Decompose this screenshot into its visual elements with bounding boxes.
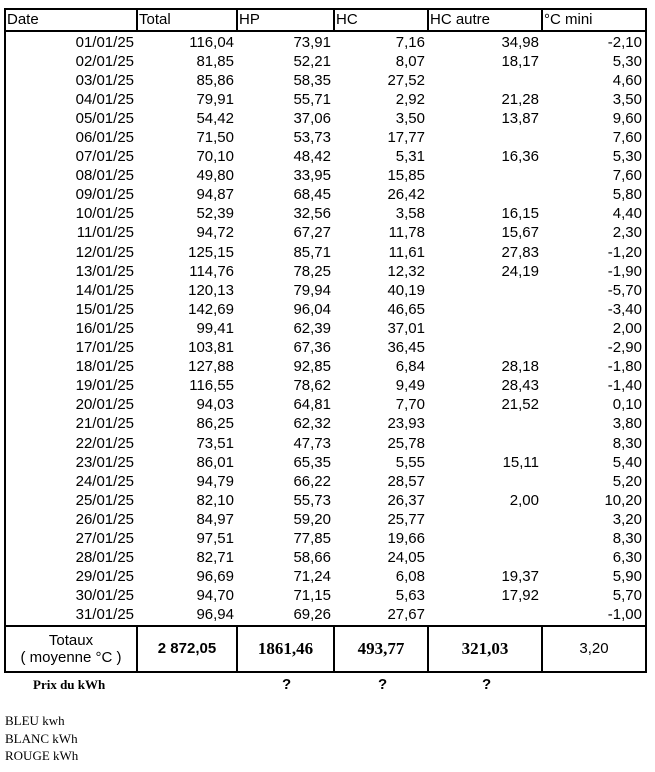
cell-hc[interactable]: 19,66 (387, 529, 425, 547)
price-hc-autre[interactable]: ? (482, 676, 492, 693)
cell-hc[interactable]: 8,07 (395, 52, 425, 70)
cell-temp-min[interactable]: 8,30 (542, 529, 646, 548)
header-hc-autre[interactable]: HC autre (428, 9, 542, 31)
cell-hc[interactable]: 28,57 (387, 472, 425, 490)
cell-hc[interactable]: 46,65 (387, 300, 425, 318)
cell-temp-min[interactable]: -1,40 (542, 377, 646, 396)
price-hc[interactable]: ? (378, 676, 388, 693)
cell-total[interactable]: 116,04 (189, 33, 234, 51)
cell-temp-min[interactable]: -2,10 (542, 31, 646, 52)
table-row (5, 224, 646, 243)
table-row (5, 358, 646, 377)
cell-total[interactable]: 52,39 (196, 205, 234, 223)
cell-total[interactable]: 120,13 (188, 281, 234, 299)
header-hp[interactable]: HP (237, 9, 334, 31)
cell-date[interactable]: 10/01/25 (5, 205, 137, 224)
cell-temp-min[interactable]: 5,30 (542, 52, 646, 71)
table-row (5, 167, 646, 186)
cell-temp-min[interactable]: -5,70 (542, 281, 646, 300)
cell-date[interactable]: 17/01/25 (5, 339, 137, 358)
cell-total[interactable]: 71,50 (196, 129, 234, 147)
cell-hp[interactable]: 78,25 (293, 262, 331, 280)
cell-hc[interactable]: 11,78 (388, 224, 425, 242)
cell-hp[interactable]: 69,26 (293, 606, 331, 624)
cell-date[interactable]: 08/01/25 (5, 167, 137, 186)
cell-hc[interactable]: 6,84 (395, 358, 425, 376)
cell-hp[interactable]: 48,42 (293, 148, 331, 166)
totals-temp-avg[interactable]: 3,20 (542, 626, 646, 672)
table-row (5, 319, 646, 338)
table-row (5, 128, 646, 147)
cell-total[interactable]: 94,03 (196, 396, 234, 414)
totals-sublabel: ( moyenne °C ) (20, 648, 122, 666)
cell-hc-autre[interactable] (428, 128, 542, 147)
totals-hp[interactable]: 1861,46 (237, 626, 334, 672)
cell-hc[interactable]: 36,45 (387, 339, 425, 357)
cell-hc[interactable]: 5,55 (395, 453, 425, 471)
cell-hc[interactable]: 11,61 (388, 243, 425, 261)
cell-hc-autre[interactable] (428, 281, 542, 300)
cell-date[interactable]: 23/01/25 (5, 453, 137, 472)
cell-hc-autre[interactable] (428, 415, 542, 434)
cell-date[interactable]: 19/01/25 (5, 377, 137, 396)
cell-hc[interactable]: 26,42 (387, 186, 425, 204)
cell-temp-min[interactable]: -1,80 (542, 358, 646, 377)
cell-total[interactable]: 97,51 (196, 529, 234, 547)
table-row (5, 339, 646, 358)
cell-temp-min[interactable]: 5,70 (542, 587, 646, 606)
cell-hc-autre[interactable]: 2,00 (509, 491, 539, 509)
cell-temp-min[interactable]: -1,90 (542, 262, 646, 281)
cell-date[interactable]: 14/01/25 (5, 281, 137, 300)
cell-total[interactable]: 49,80 (196, 167, 234, 185)
cell-hc[interactable]: 24,05 (387, 549, 425, 567)
table-row (5, 31, 646, 52)
cell-hc-autre[interactable]: 34,98 (501, 33, 539, 51)
cell-total[interactable]: 73,51 (196, 434, 234, 452)
cell-hc[interactable]: 12,32 (387, 262, 425, 280)
cell-temp-min[interactable]: 4,40 (542, 205, 646, 224)
price-label: Prix du kWh (33, 677, 106, 692)
table-row (5, 109, 646, 128)
cell-hc[interactable]: 3,58 (395, 205, 425, 223)
cell-hc[interactable]: 6,08 (395, 568, 425, 586)
table-row (5, 262, 646, 281)
cell-hp[interactable]: 96,04 (293, 300, 331, 318)
table-row (5, 472, 646, 491)
cell-temp-min[interactable]: -2,90 (542, 339, 646, 358)
cell-hp[interactable]: 78,62 (293, 377, 331, 395)
cell-hc[interactable]: 25,77 (387, 510, 425, 528)
cell-date[interactable]: 02/01/25 (5, 52, 137, 71)
cell-total[interactable]: 86,25 (196, 415, 234, 433)
tariff-list (5, 712, 78, 765)
cell-temp-min[interactable]: 3,20 (542, 510, 646, 529)
cell-hc-autre[interactable] (428, 472, 542, 491)
cell-hc-autre[interactable] (428, 300, 542, 319)
cell-date[interactable]: 24/01/25 (5, 472, 137, 491)
cell-total[interactable]: 94,87 (196, 186, 234, 204)
consumption-table (4, 8, 647, 673)
cell-hc-autre[interactable]: 21,52 (501, 396, 539, 414)
cell-hp[interactable]: 92,85 (293, 358, 331, 376)
table-row (5, 90, 646, 109)
cell-date[interactable]: 13/01/25 (5, 262, 137, 281)
table-row (5, 377, 646, 396)
cell-temp-min[interactable]: 5,80 (542, 186, 646, 205)
cell-date[interactable]: 25/01/25 (5, 491, 137, 510)
cell-hp[interactable]: 79,94 (293, 281, 331, 299)
cell-total[interactable]: 85,86 (196, 71, 234, 89)
cell-temp-min[interactable]: -3,40 (542, 300, 646, 319)
table-row (5, 587, 646, 606)
cell-hp[interactable]: 85,71 (293, 243, 331, 261)
cell-hc-autre[interactable]: 15,11 (502, 453, 539, 471)
table-row (5, 434, 646, 453)
tariff-bleu[interactable]: BLEU kwh (5, 713, 65, 728)
cell-hc-autre[interactable]: 17,92 (501, 587, 539, 605)
cell-hp[interactable]: 64,81 (293, 396, 331, 414)
cell-date[interactable]: 11/01/25 (5, 224, 137, 243)
cell-hc[interactable]: 40,19 (387, 281, 425, 299)
cell-temp-min[interactable]: -1,00 (542, 606, 646, 626)
cell-hc[interactable]: 15,85 (387, 167, 425, 185)
price-row (0, 676, 655, 696)
table-row (5, 415, 646, 434)
cell-total[interactable]: 54,42 (196, 109, 234, 127)
cell-total[interactable]: 82,10 (196, 491, 234, 509)
cell-date[interactable]: 06/01/25 (5, 128, 137, 147)
cell-total[interactable]: 125,15 (188, 243, 234, 261)
table-row (5, 243, 646, 262)
cell-date[interactable]: 28/01/25 (5, 549, 137, 568)
cell-hp[interactable]: 66,22 (293, 472, 331, 490)
cell-temp-min[interactable]: 3,80 (542, 415, 646, 434)
cell-total[interactable]: 94,70 (196, 587, 234, 605)
cell-total[interactable]: 94,72 (196, 224, 234, 242)
cell-hc-autre[interactable]: 13,87 (501, 109, 539, 127)
cell-temp-min[interactable]: 0,10 (542, 396, 646, 415)
cell-total[interactable]: 142,69 (188, 300, 234, 318)
cell-total[interactable]: 127,88 (188, 358, 234, 376)
table-row (5, 606, 646, 626)
cell-hc[interactable]: 9,49 (395, 377, 425, 395)
cell-date[interactable]: 22/01/25 (5, 434, 137, 453)
header-hc[interactable]: HC (334, 9, 428, 31)
cell-total[interactable]: 96,94 (196, 606, 234, 624)
totals-hc[interactable]: 493,77 (334, 626, 428, 672)
cell-hp[interactable]: 53,73 (293, 129, 331, 147)
cell-date[interactable]: 27/01/25 (5, 529, 137, 548)
cell-hp[interactable]: 55,73 (293, 491, 331, 509)
cell-date[interactable]: 04/01/25 (5, 90, 137, 109)
cell-temp-min[interactable]: 3,50 (542, 90, 646, 109)
cell-hc[interactable]: 7,70 (395, 396, 425, 414)
cell-date[interactable]: 12/01/25 (5, 243, 137, 262)
cell-temp-min[interactable]: 2,00 (542, 319, 646, 338)
table-row (5, 186, 646, 205)
cell-hc[interactable]: 37,01 (387, 319, 425, 337)
cell-hp[interactable]: 67,36 (293, 339, 331, 357)
cell-hc[interactable]: 2,92 (395, 90, 425, 108)
table-row (5, 510, 646, 529)
cell-hc-autre[interactable]: 21,28 (501, 90, 539, 108)
cell-temp-min[interactable]: 5,90 (542, 568, 646, 587)
cell-hp[interactable]: 59,20 (293, 510, 331, 528)
cell-hp[interactable]: 52,21 (293, 52, 331, 70)
cell-hp[interactable]: 47,73 (293, 434, 331, 452)
cell-hp[interactable]: 58,35 (293, 71, 331, 89)
cell-hc-autre[interactable]: 16,15 (501, 205, 539, 223)
table-row (5, 549, 646, 568)
table-body (5, 31, 646, 626)
cell-date[interactable]: 16/01/25 (5, 319, 137, 338)
cell-hc[interactable]: 3,50 (395, 109, 425, 127)
cell-temp-min[interactable]: 9,60 (542, 109, 646, 128)
cell-temp-min[interactable]: -1,20 (542, 243, 646, 262)
table-row (5, 52, 646, 71)
cell-hp[interactable]: 65,35 (293, 453, 331, 471)
cell-date[interactable]: 29/01/25 (5, 568, 137, 587)
cell-temp-min[interactable]: 6,30 (542, 549, 646, 568)
cell-total[interactable]: 84,97 (196, 510, 234, 528)
cell-temp-min[interactable]: 10,20 (542, 491, 646, 510)
cell-hc-autre[interactable]: 19,37 (501, 568, 539, 586)
cell-hc[interactable]: 25,78 (387, 434, 425, 452)
cell-temp-min[interactable]: 5,40 (542, 453, 646, 472)
cell-hp[interactable]: 62,32 (293, 415, 331, 433)
cell-date[interactable]: 30/01/25 (5, 587, 137, 606)
cell-total[interactable]: 94,79 (196, 472, 234, 490)
cell-hp[interactable]: 37,06 (293, 109, 331, 127)
cell-hc-autre[interactable]: 27,83 (501, 243, 539, 261)
table-row (5, 529, 646, 548)
totals-row (5, 626, 646, 672)
cell-hc-autre[interactable] (428, 167, 542, 186)
cell-hc-autre[interactable] (428, 319, 542, 338)
cell-hc-autre[interactable] (428, 339, 542, 358)
table-row (5, 568, 646, 587)
cell-hp[interactable]: 58,66 (293, 549, 331, 567)
cell-hc[interactable]: 7,16 (395, 33, 425, 51)
cell-hc-autre[interactable] (428, 71, 542, 90)
cell-hc[interactable]: 27,67 (387, 606, 425, 624)
price-hp[interactable]: ? (282, 676, 292, 693)
cell-total[interactable]: 116,55 (189, 377, 234, 395)
cell-total[interactable]: 81,85 (196, 52, 234, 70)
tariff-blanc[interactable]: BLANC kWh (5, 730, 78, 746)
cell-hc-autre[interactable]: 28,43 (501, 377, 539, 395)
cell-temp-min[interactable]: 2,30 (542, 224, 646, 243)
cell-date[interactable]: 01/01/25 (5, 31, 137, 52)
cell-date[interactable]: 26/01/25 (5, 510, 137, 529)
cell-total[interactable]: 103,81 (188, 339, 234, 357)
cell-temp-min[interactable]: 4,60 (542, 71, 646, 90)
header-total[interactable]: Total (137, 9, 237, 31)
table-row (5, 491, 646, 510)
header-temp-min[interactable]: °C mini (542, 9, 646, 31)
cell-total[interactable]: 99,41 (196, 319, 234, 337)
header-date[interactable]: Date (5, 9, 137, 31)
cell-hp[interactable]: 71,24 (293, 568, 331, 586)
cell-date[interactable]: 31/01/25 (5, 606, 137, 626)
spreadsheet (4, 8, 645, 673)
cell-hp[interactable]: 68,45 (293, 186, 331, 204)
cell-hc-autre[interactable]: 15,67 (501, 224, 539, 242)
cell-hp[interactable]: 55,71 (293, 90, 331, 108)
totals-total[interactable]: 2 872,05 (137, 626, 237, 672)
cell-temp-min[interactable]: 8,30 (542, 434, 646, 453)
header-row (5, 9, 646, 31)
cell-hc[interactable]: 23,93 (387, 415, 425, 433)
cell-hc-autre[interactable]: 24,19 (501, 262, 539, 280)
cell-hc[interactable]: 26,37 (387, 491, 425, 509)
cell-date[interactable]: 15/01/25 (5, 300, 137, 319)
cell-date[interactable]: 09/01/25 (5, 186, 137, 205)
cell-hp[interactable]: 62,39 (293, 319, 331, 337)
cell-hc-autre[interactable]: 28,18 (501, 358, 539, 376)
cell-hc-autre[interactable] (428, 434, 542, 453)
cell-hp[interactable]: 73,91 (293, 33, 331, 51)
cell-date[interactable]: 20/01/25 (5, 396, 137, 415)
cell-temp-min[interactable]: 5,20 (542, 472, 646, 491)
cell-hp[interactable]: 77,85 (293, 529, 331, 547)
table-row (5, 453, 646, 472)
cell-temp-min[interactable]: 5,30 (542, 148, 646, 167)
cell-hp[interactable]: 32,56 (293, 205, 331, 223)
cell-hp[interactable]: 67,27 (293, 224, 331, 242)
cell-total[interactable]: 114,76 (189, 262, 234, 280)
cell-hc-autre[interactable] (428, 606, 542, 626)
table-row (5, 148, 646, 167)
table-row (5, 281, 646, 300)
cell-total[interactable]: 96,69 (196, 568, 234, 586)
cell-date[interactable]: 05/01/25 (5, 109, 137, 128)
cell-date[interactable]: 21/01/25 (5, 415, 137, 434)
table-row (5, 205, 646, 224)
cell-temp-min[interactable]: 7,60 (542, 128, 646, 147)
cell-hc[interactable]: 5,63 (395, 587, 425, 605)
table-row (5, 71, 646, 90)
cell-hc-autre[interactable] (428, 510, 542, 529)
cell-total[interactable]: 82,71 (196, 549, 234, 567)
cell-date[interactable]: 03/01/25 (5, 71, 137, 90)
cell-hc-autre[interactable] (428, 529, 542, 548)
totals-label-cell[interactable] (5, 626, 137, 672)
cell-hc-autre[interactable] (428, 186, 542, 205)
cell-hc[interactable]: 27,52 (387, 71, 425, 89)
cell-date[interactable]: 18/01/25 (5, 358, 137, 377)
cell-hc-autre[interactable] (428, 549, 542, 568)
cell-total[interactable]: 86,01 (196, 453, 234, 471)
cell-date[interactable]: 07/01/25 (5, 148, 137, 167)
cell-hp[interactable]: 71,15 (293, 587, 331, 605)
cell-hc[interactable]: 17,77 (387, 129, 425, 147)
tariff-rouge[interactable]: ROUGE kWh (5, 748, 79, 763)
cell-total[interactable]: 70,10 (196, 148, 234, 166)
cell-total[interactable]: 79,91 (196, 90, 234, 108)
cell-hp[interactable]: 33,95 (293, 167, 331, 185)
totals-label: Totaux (48, 631, 94, 649)
totals-hc-autre[interactable]: 321,03 (428, 626, 542, 672)
table-row (5, 396, 646, 415)
table-row (5, 300, 646, 319)
cell-hc[interactable]: 5,31 (395, 148, 425, 166)
cell-hc-autre[interactable]: 18,17 (501, 52, 539, 70)
cell-temp-min[interactable]: 7,60 (542, 167, 646, 186)
cell-hc-autre[interactable]: 16,36 (501, 148, 539, 166)
